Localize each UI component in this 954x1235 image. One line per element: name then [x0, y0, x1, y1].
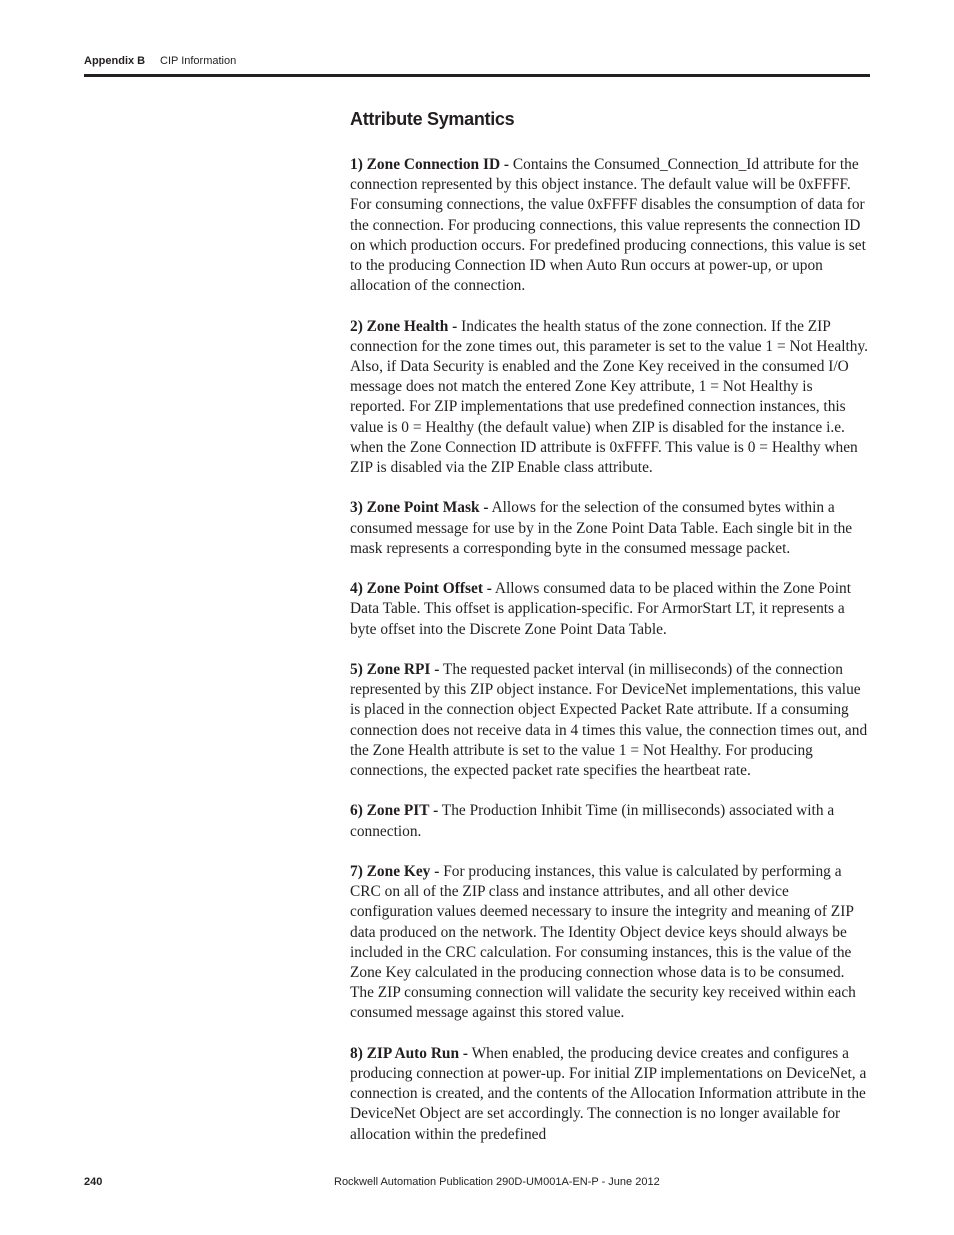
attribute-description: The Production Inhibit Time (in milliseconds) associated with a connection.: [350, 802, 835, 840]
page-footer: [84, 1174, 870, 1190]
running-header: [84, 53, 870, 69]
attribute-paragraph-zone-connection-id: [350, 155, 870, 296]
attribute-paragraph-zone-health: [350, 317, 870, 479]
attribute-paragraph-zone-point-mask: [350, 498, 870, 559]
attribute-paragraph-zone-point-offset: [350, 579, 870, 640]
attribute-list: [350, 155, 870, 1165]
attribute-term: 4) Zone Point Offset -: [350, 580, 492, 598]
attribute-term: 7) Zone Key -: [350, 863, 440, 881]
attribute-term: 2) Zone Health -: [350, 317, 458, 335]
attribute-term: 6) Zone PIT -: [350, 802, 439, 820]
publication-info: Rockwell Automation Publication 290D-UM001A-EN-P - June 2012: [334, 1176, 660, 1188]
header-appendix-label: Appendix B: [84, 55, 146, 67]
attribute-description: For producing instances, this value is calculated by performing a CRC on all of the ZIP class and instance attributes, and all other device configuration values deemed necessary to insure the integrity and meaning of ZIP data produced on the network. The Identity Object device keys should always be included in the CRC calculation. For consuming instances, this is the value of the Zone Key calculated in the producing connection whose data is to be consumed. The ZIP consuming connection will validate the security key received within each consumed message against this stored value.: [350, 863, 856, 1022]
attribute-paragraph-zip-auto-run: [350, 1044, 870, 1145]
header-chapter-title: CIP Information: [160, 55, 237, 67]
section-title: Attribute Symantics: [350, 109, 515, 129]
attribute-description: When enabled, the producing device creates and configures a producing connection at power-up. For initial ZIP implementations on DeviceNet, a connection is created, and the contents of the Allocation Information attribute in the DeviceNet Object are set accordingly. The connection is no longer available for allocation within the predefined: [350, 1044, 867, 1143]
attribute-term: 3) Zone Point Mask -: [350, 499, 489, 517]
attribute-term: 5) Zone RPI -: [350, 661, 440, 679]
page-number: 240: [84, 1176, 103, 1188]
attribute-paragraph-zone-pit: [350, 801, 870, 841]
attribute-description: The requested packet interval (in milliseconds) of the connection represented by this ZIP object instance. For DeviceNet implementations, this value is placed in the connection object Expected Packet Rate attribute. If a consuming connection does not receive data in 4 times this value, the connection times out, and the Zone Health attribute is set to the value 1 = Not Healthy. For producing connections, the expected packet rate specifies the heartbeat rate.: [350, 661, 868, 780]
attribute-paragraph-zone-key: [350, 862, 870, 1024]
attribute-description: Contains the Consumed_Connection_Id attribute for the connection represented by this object instance. The default value will be 0xFFFF. For consuming connections, the value 0xFFFF disables the consumption of data for the connection. For producing connections, this value represents the connection ID on which production occurs. For predefined producing connections, this value is set to the producing Connection ID when Auto Run occurs at power-up, or upon allocation of the connection.: [350, 156, 866, 295]
attribute-description: Indicates the health status of the zone connection. If the ZIP connection for the zone times out, this parameter is set to the value 1 = Not Healthy. Also, if Data Security is enabled and the Zone Key received in the consumed I/O message does not match the entered Zone Key attribute, 1 = Not Healthy is reported. For ZIP implementations that use predefined connection instances, this value is 0 = Healthy (the default value) when ZIP is disabled for the instance i.e. when the Zone Connection ID attribute is 0xFFFF. This value is 0 = Healthy when ZIP is disabled via the ZIP Enable class attribute.: [350, 317, 868, 477]
attribute-term: 8) ZIP Auto Run -: [350, 1044, 469, 1062]
attribute-description: Allows for the selection of the consumed bytes within a consumed message for use by in the Zone Point Data Table. Each single bit in the mask represents a corresponding byte in the consumed message packet.: [350, 499, 853, 557]
header-divider: [84, 74, 870, 77]
attribute-term: 1) Zone Connection ID -: [350, 156, 510, 173]
attribute-description: Allows consumed data to be placed within the Zone Point Data Table. This offset is application-specific. For ArmorStart LT, it represents a byte offset into the Discrete Zone Point Data Table.: [350, 580, 851, 638]
attribute-paragraph-zone-rpi: [350, 660, 870, 781]
